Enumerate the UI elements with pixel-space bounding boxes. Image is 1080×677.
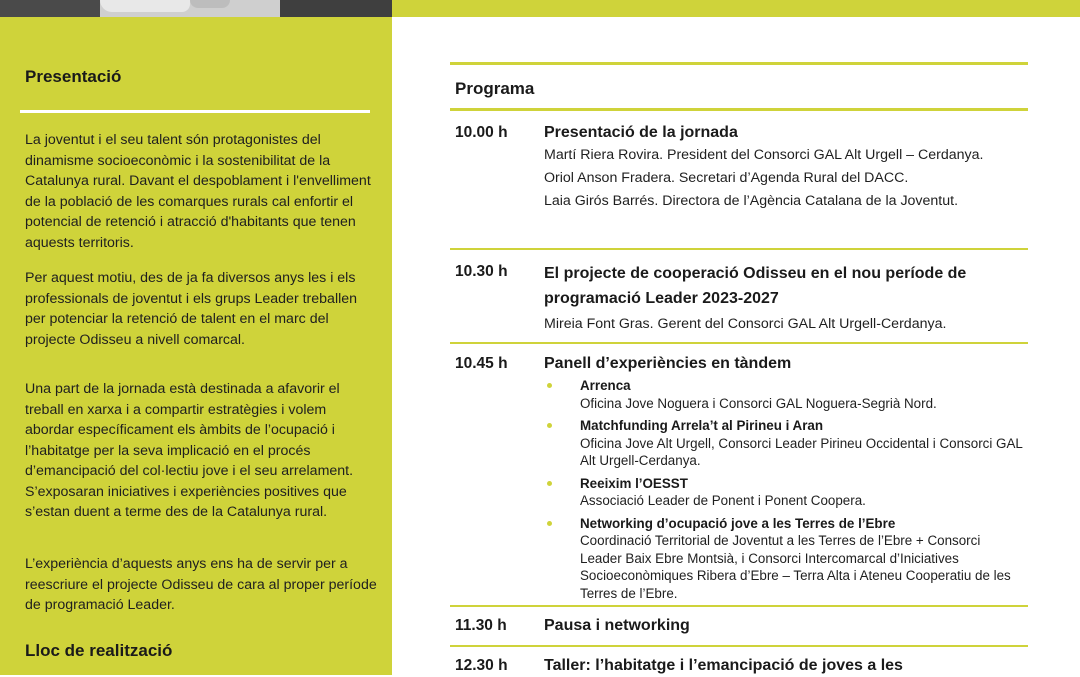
row-divider	[450, 248, 1028, 250]
programa-heading: Programa	[455, 79, 535, 98]
experience-name: Networking d’ocupació jove a les Terres de l’Ebre	[580, 515, 896, 531]
divider	[20, 110, 370, 113]
experience-partners: Associació Leader de Ponent i Ponent Coopera.	[580, 493, 866, 508]
speaker-line: Laia Girós Barrés. Directora de l’Agència Catalana de la Joventut.	[544, 193, 959, 209]
time-slot: 10.45 h	[455, 355, 508, 372]
agenda-item-taller	[544, 655, 1024, 677]
time-slot: 11.30 h	[455, 617, 507, 634]
bullet-icon	[547, 383, 552, 388]
list-item	[544, 475, 1024, 510]
agenda-item-title: Panell d’experiències en tàndem	[544, 355, 792, 372]
row-divider	[450, 342, 1028, 344]
speaker-line: Oriol Anson Fradera. Secretari d’Agenda Rural del DACC.	[544, 170, 909, 186]
left-column	[0, 0, 392, 675]
row-divider	[450, 645, 1028, 647]
speaker-line: Martí Riera Rovira. President del Consorci GAL Alt Urgell – Cerdanya.	[544, 147, 984, 163]
agenda-item-title: El projecte de cooperació Odisseu en el nou període de programació Leader 2023-2027	[544, 265, 967, 307]
list-item	[544, 515, 1024, 603]
bullet-icon	[547, 423, 552, 428]
experience-name: Matchfunding Arrela’t al Pirineu i Aran	[580, 418, 824, 433]
experience-name: Arrenca	[580, 378, 631, 393]
list-item	[544, 417, 1024, 470]
agenda-item-title: Pausa i networking	[544, 617, 690, 634]
experience-partners: Oficina Jove Alt Urgell, Consorci Leader Pirineu Occidental i Consorci GAL Alt Urgell-Cerdanya.	[580, 435, 1023, 468]
time-slot: 10.30 h	[455, 263, 508, 280]
bullet-icon	[547, 521, 552, 526]
agenda-item-title: Taller: l’habitatge i l’emancipació de joves a les	[544, 657, 903, 674]
header-photo	[0, 0, 392, 17]
agenda-item-presentacio	[544, 122, 1024, 213]
experience-partners: Coordinació Territorial de Joventut a les Terres de l’Ebre + Consorci Leader Baix Ebre Montsià, i Consorci Intercomarcal d’Iniciatives Socioeconòmiques Ribera d’Ebre – Terra Alta i Ateneu Cooperatiu de les Terres de l’Ebre.	[580, 533, 1011, 601]
experience-list	[544, 377, 1024, 602]
programa-top-rule	[450, 62, 1028, 65]
top-accent-bar	[392, 0, 1080, 17]
agenda-item-title: Presentació de la jornada	[544, 124, 738, 141]
agenda-item-panell	[544, 353, 1024, 607]
intro-paragraph-4: L’experiència d’aquests anys ens ha de servir per a reescriure el projecte Odisseu de cara al proper període de programació Leader.	[25, 556, 377, 613]
list-item	[544, 377, 1024, 412]
programa-header-rule	[450, 108, 1028, 111]
speaker-line: Mireia Font Gras. Gerent del Consorci GAL Alt Urgell-Cerdanya.	[544, 316, 947, 332]
row-divider	[450, 605, 1028, 607]
time-slot: 12.30 h	[455, 657, 508, 674]
agenda-item-pausa	[544, 615, 1024, 637]
experience-name: Reeixim l’OESST	[580, 475, 688, 491]
experience-partners: Oficina Jove Noguera i Consorci GAL Noguera-Segrià Nord.	[580, 395, 937, 411]
time-slot: 10.00 h	[455, 124, 508, 141]
lloc-heading: Lloc de realització	[25, 641, 173, 660]
agenda-item-odisseu	[544, 261, 1024, 336]
intro-paragraph-2: Per aquest motiu, des de ja fa diversos anys les i els professionals de joventut i els grups Leader treballen per potenciar la retenció de talent en el marc del projecte Odisseu a nivell comarcal.	[25, 270, 358, 348]
bullet-icon	[547, 481, 552, 486]
intro-paragraph-1: La joventut i el seu talent són protagonistes del dinamisme socioeconòmic i la sostenibilitat de la Catalunya rural. Davant el despoblament i l'envelliment de la població de les comarques rurals cal enfortir el potencial de retenció i atracció d'habitants que tenen aquests territoris.	[25, 132, 371, 251]
intro-paragraph-3: Una part de la jornada està destinada a afavorir el treball en xarxa i a compartir estratègies i volem abordar específicament els àmbits de l’ocupació i l’habitatge per la seva implicació en el procés d’emancipació del col·lectiu jove i el seu arrelament. S’exposaran iniciatives i experiències positives que s’estan duent a terme des de la Catalunya rural.	[25, 381, 354, 520]
presentacio-heading: Presentació	[25, 67, 122, 86]
